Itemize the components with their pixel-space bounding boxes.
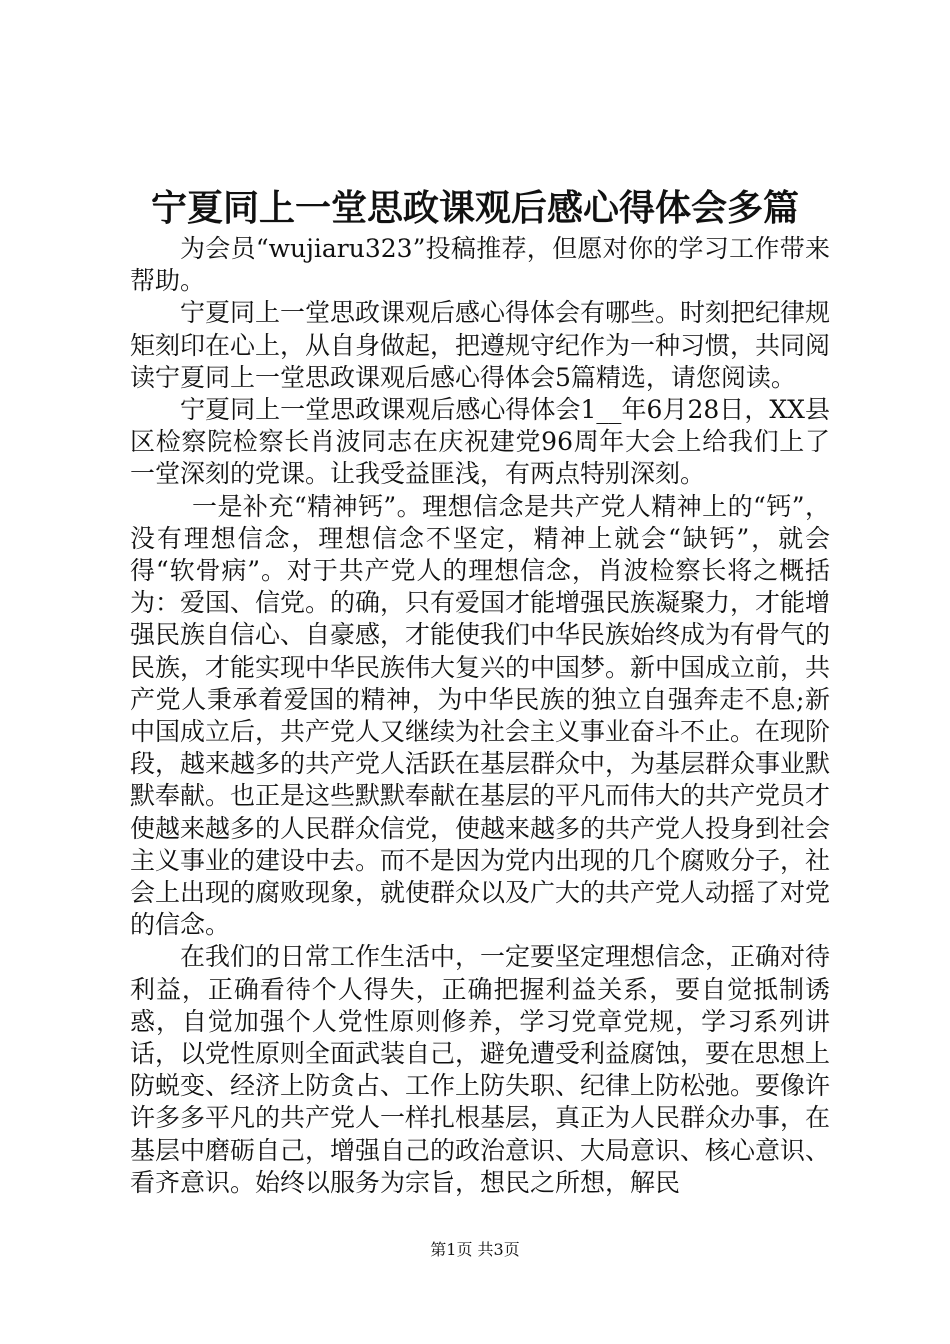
- paragraph-essay-one-opening: 宁夏同上一堂思政课观后感心得体会1__年6月28日，XX县区检察院检察长肖波同志在庆祝建党96周年大会上给我们上了一堂深刻的党课。让我受益匪浅，有两点特别深刻。: [130, 395, 830, 489]
- document-body: [130, 233, 830, 1199]
- paragraph-summary: 宁夏同上一堂思政课观后感心得体会有哪些。时刻把纪律规矩刻印在心上，从自身做起，把遵规守纪作为一种习惯，共同阅读宁夏同上一堂思政课观后感心得体会5篇精选，请您阅读。: [130, 298, 831, 392]
- paragraph-intro: 为会员“wujiaru323”投稿推荐，但愿对你的学习工作带来帮助。: [130, 234, 830, 296]
- page-number-footer: 第1页 共3页: [430, 1240, 520, 1259]
- paragraph-daily-work: 在我们的日常工作生活中，一定要坚定理想信念，正确对待利益，正确看待个人得失，正确把握利益关系，要自觉抵制诱惑，自觉加强个人党性原则修养，学习党章党规，学习系列讲话，以党性原则全面武装自己，避免遭受利益腐蚀，要在思想上防蜕变、经济上防贪占、工作上防失职、纪律上防松弛。要像许许多多平凡的共产党人一样扎根基层，真正为人民群众办事，在基层中磨砺自己，增强自己的政治意识、大局意识、核心意识、看齐意识。始终以服务为宗旨，想民之所想，解民: [130, 942, 831, 1197]
- document-title: 宁夏同上一堂思政课观后感心得体会多篇: [150, 187, 799, 229]
- paragraph-point-one: 一是补充“精神钙”。理想信念是共产党人精神上的“钙”，没有理想信念，理想信念不坚定，精神上就会“缺钙”，就会得“软骨病”。对于共产党人的理想信念，肖波检察长将之概括为：爱国、信党。的确，只有爱国才能增强民族凝聚力，才能增强民族自信心、自豪感，才能使我们中华民族始终成为有骨气的民族，才能实现中华民族伟大复兴的中国梦。新中国成立前，共产党人秉承着爱国的精神，为中华民族的独立自强奔走不息;新中国成立后，共产党人又继续为社会主义事业奋斗不止。在现阶段，越来越多的共产党人活跃在基层群众中，为基层群众事业默默奉献。也正是这些默默奉献在基层的平凡而伟大的共产党员才使越来越多的人民群众信党，使越来越多的共产党人投身到社会主义事业的建设中去。而不是因为党内出现的几个腐败分子，社会上出现的腐败现象，就使群众以及广大的共产党人动摇了对党的信念。: [130, 491, 831, 940]
